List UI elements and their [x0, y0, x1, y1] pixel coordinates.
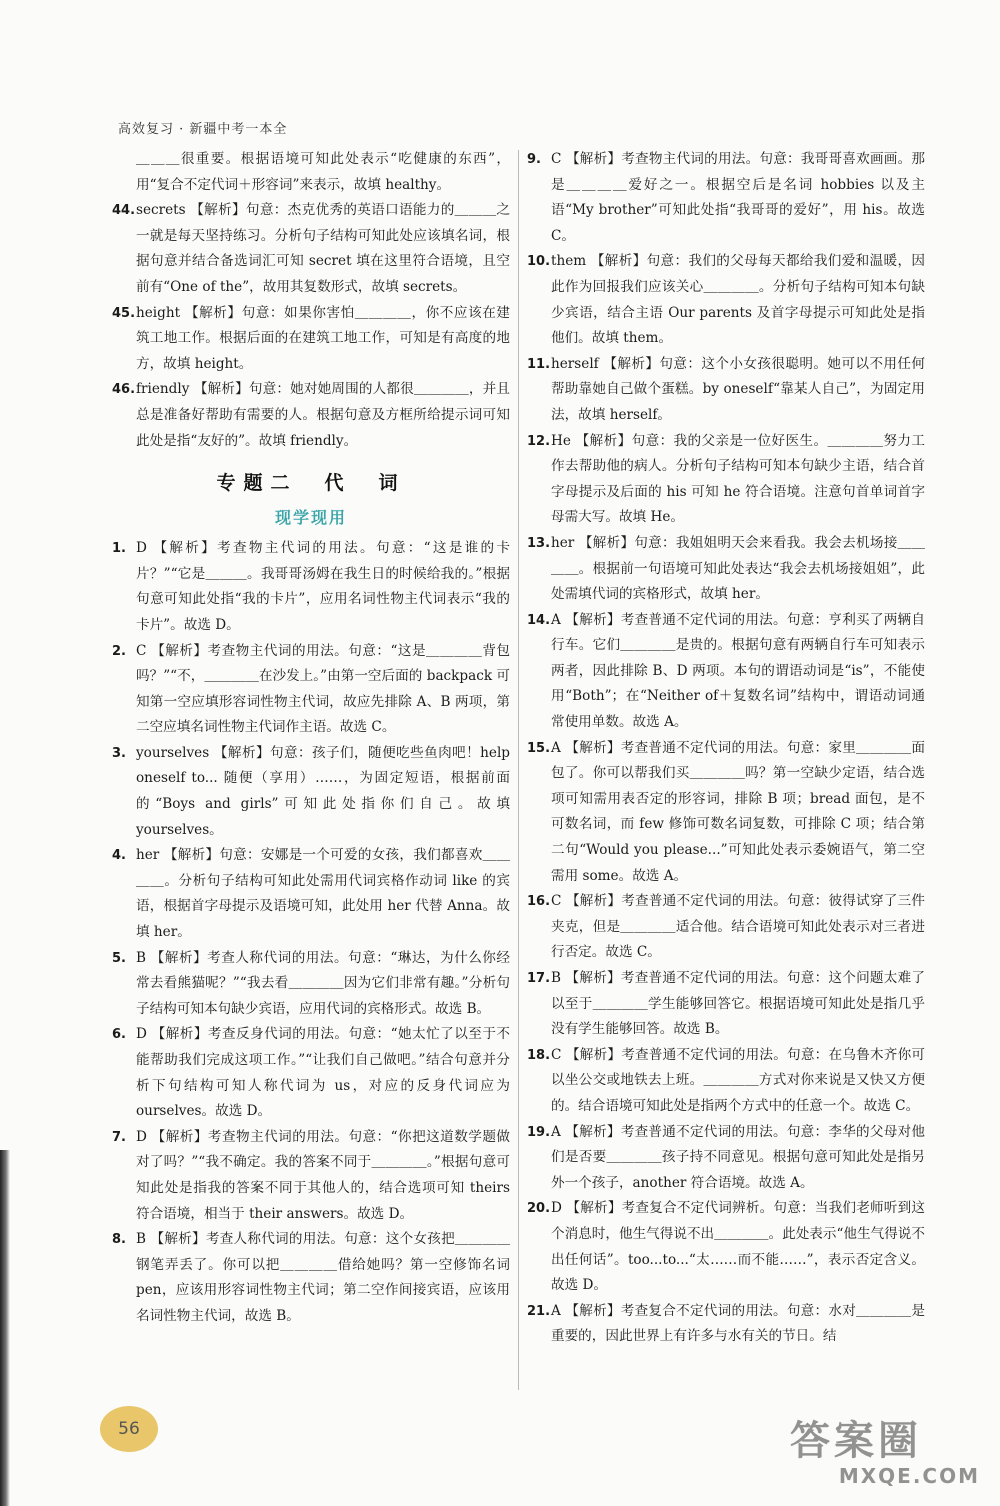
page-number-badge [100, 1406, 158, 1452]
answer-entry [112, 946, 510, 1023]
section-title: 专题二 代 词 [216, 472, 406, 495]
entry-number: 21. [527, 1303, 551, 1319]
watermark-url: MXQE.COM [838, 1464, 980, 1488]
answer-entry [527, 966, 925, 1043]
answer-entry [112, 301, 510, 378]
answer-entry [112, 843, 510, 945]
entry-number: 3. [112, 745, 126, 761]
entry-number: 18. [527, 1047, 551, 1063]
answer-entry [527, 531, 925, 608]
entry-text: A 【解析】考查普通不定代词的用法。句意：亨利买了两辆自行车。它们＿＿＿＿是贵的。根据句意有两辆自行车可知表示两者，因此排除 B、D 两项。本句的谓语动词是“is”，不能使用“Both”；在“Neither of＋复数名词”结构中，谓语动词通常使用单数。故选 A。 [551, 611, 925, 731]
answer-entry [527, 249, 925, 351]
entry-number: 46. [112, 382, 136, 398]
answer-entry [527, 1196, 925, 1298]
answer-entry [112, 1125, 510, 1227]
entry-text: friendly 【解析】句意：她对她周围的人都很＿＿＿＿，并且总是准备好帮助有需要的人。根据句意及方框所给提示词可知此处是指“友好的”。故填 friendly。 [136, 381, 510, 449]
entry-text: B 【解析】考查普通不定代词的用法。句意：这个问题太难了以至于＿＿＿＿学生能够回答它。根据语境可知此处是指几乎没有学生能够回答。故选 B。 [551, 970, 925, 1038]
entry-text: He 【解析】句意：我的父亲是一位好医生。＿＿＿＿努力工作去帮助他的病人。分析句子结构可知本句缺少主语，结合首字母提示及后面的 his 可知 he 符合语境。注意句首单词首字母需大写。故填 He。 [551, 432, 925, 526]
answer-entry [527, 147, 925, 249]
right-column [527, 147, 925, 1350]
entry-text: yourselves 【解析】句意：孩子们，随便吃些鱼肉吧！help oneself to... 随便（享用）……，为固定短语，根据前面的“Boys and girls”可知此处指你们自己。故填 yourselves。 [136, 744, 510, 838]
entry-text: C 【解析】考查普通不定代词的用法。句意：在乌鲁木齐你可以坐公交或地铁去上班。＿＿＿＿方式对你来说是又快又方便的。结合语境可知此处是指两个方式中的任意一个。故选 C。 [551, 1046, 925, 1114]
left-column [112, 147, 510, 1330]
entry-text: ＿＿＿很重要。根据语境可知此处表示“吃健康的东西”，用“复合不定代词＋形容词”来表示，故填 healthy。 [136, 151, 510, 193]
sub-title: 现学现用 [274, 508, 347, 528]
answer-entry [527, 429, 925, 531]
answer-entry [112, 1022, 510, 1124]
answer-entry [112, 1227, 510, 1329]
entry-number: 9. [527, 152, 541, 167]
entry-text: A 【解析】考查普通不定代词的用法。句意：李华的父母对他们是否要＿＿＿＿孩子持不同意见。根据句意可知此处是指另外一个孩子，another 符合语境。故选 A。 [551, 1123, 925, 1191]
entry-text: herself 【解析】句意：这个小女孩很聪明。她可以不用任何帮助靠她自己做个蛋糕。by oneself“靠某人自己”，为固定用法，故填 herself。 [551, 355, 925, 423]
entry-number: 8. [112, 1232, 126, 1248]
answer-entry [112, 198, 510, 300]
running-header: 高效复习 · 新疆中考一本全 [118, 122, 288, 137]
entry-number: 13. [527, 535, 551, 551]
answer-entry [527, 608, 925, 736]
entry-number: 17. [527, 971, 551, 986]
entry-text: C 【解析】考查普通不定代词的用法。句意：彼得试穿了三件夹克，但是＿＿＿＿适合他。结合语境可知此处表示对三者进行否定。故选 C。 [551, 893, 925, 961]
binding-shadow [0, 1150, 10, 1506]
entry-number: 45. [112, 305, 136, 321]
entry-number: 10. [527, 254, 551, 270]
answer-entry [112, 536, 510, 638]
entry-number: 1. [112, 541, 126, 557]
answer-entry [527, 889, 925, 966]
entry-text: D 【解析】考查复合不定代词辨析。句意：当我们老师听到这个消息时，他生气得说不出＿＿＿＿。此处表示“他生气得说不出任何话”。too...to...“太……而不能……”，表示否定含义。故选 D。 [551, 1200, 925, 1294]
watermark-logo [790, 1418, 990, 1498]
entry-text: height 【解析】句意：如果你害怕＿＿＿＿，你不应该在建筑工地工作。根据后面的在建筑工地工作，可知是有高度的地方，故填 height。 [136, 304, 510, 372]
entry-number: 12. [527, 433, 551, 449]
entry-text: her 【解析】句意：安娜是一个可爱的女孩，我们都喜欢＿＿＿＿。分析句子结构可知此处需用代词宾格作动词 like 的宾语，根据首字母提示及语境可知，此处用 her 代替 Anna。故填 her。 [136, 847, 510, 941]
entry-number: 19. [527, 1124, 551, 1140]
answer-entry [527, 1120, 925, 1197]
entry-text: them 【解析】句意：我们的父母每天都给我们爱和温暖，因此作为回报我们应该关心＿＿＿＿。分析句子结构可知本句缺少宾语，结合主语 Our parents 及首字母提示可知此处是指他们。故填 them。 [551, 253, 925, 347]
entry-number: 15. [527, 740, 551, 756]
entry-number: 11. [527, 356, 551, 372]
entry-number: 2. [112, 643, 126, 659]
answer-entry [112, 741, 510, 843]
entry-text: B 【解析】考查人称代词的用法。句意：这个女孩把＿＿＿＿钢笔弄丢了。你可以把＿＿＿＿借给她吗？第一空修饰名词 pen，应该用形容词性物主代词；第二空作间接宾语，应该用名词性物主代词，故选 B。 [136, 1231, 510, 1324]
entry-text: D 【解析】考查物主代词的用法。句意：“你把这道数学题做对了吗？”“我不确定。我的答案不同于＿＿＿＿。”根据句意可知此处是指我的答案不同于其他人的，结合选项可知 theirs 符合语境，相当于 their answers。故选 D。 [136, 1128, 510, 1222]
entry-text: B 【解析】考查人称代词的用法。句意：“琳达，为什么你经常去看熊猫呢？”“我去看＿＿＿＿因为它们非常有趣。”分析句子结构可知本句缺少宾语，应用代词的宾格形式。故选 B。 [136, 949, 510, 1017]
page-number: 56 [118, 1419, 140, 1439]
answer-entry [527, 1299, 925, 1350]
entry-text: D 【解析】考查物主代词的用法。句意：“这是谁的卡片？”“它是＿＿＿。我哥哥汤姆在我生日的时候给我的。”根据句意可知此处指“我的卡片”，应用名词性物主代词表示“我的卡片”。故选 D。 [136, 540, 510, 633]
entry-number: 4. [112, 848, 126, 864]
entry-number: 16. [527, 894, 551, 910]
entry-text: C 【解析】考查物主代词的用法。句意：“这是＿＿＿＿背包吗？”“不，＿＿＿＿在沙发上。”由第一空后面的 backpack 可知第一空应填形容词性物主代词，故应先排除 A、B 两项，第二空应填名词性物主代词作主语。故选 C。 [136, 642, 510, 736]
entry-text: A 【解析】考查普通不定代词的用法。句意：家里＿＿＿＿面包了。你可以帮我们买＿＿＿＿吗？第一空缺少定语，结合选项可知需用表否定的形容词，排除 B 项；bread 面包，是不可数名词，而 few 修饰可数名词复数，可排除 C 项；结合第二句“Would you please...”可知此处表示委婉语气，第二空需用 some。故选 A。 [551, 739, 925, 884]
answer-entry [527, 736, 925, 890]
answer-entry [112, 377, 510, 454]
answer-entry [527, 1043, 925, 1120]
watermark-title: 答案圈 [790, 1418, 922, 1464]
answer-entry [112, 639, 510, 741]
entry-number: 14. [527, 612, 551, 628]
column-divider [518, 150, 519, 1390]
entry-text: secrets 【解析】句意：杰克优秀的英语口语能力的＿＿＿之一就是每天坚持练习。分析句子结构可知此处应该填名词，根据句意并结合备选词汇可知 secret 填在这里符合语境，且空前有“One of the”，故用其复数形式，故填 secrets。 [136, 202, 510, 295]
entry-number: 7. [112, 1129, 126, 1145]
entry-text: C 【解析】考查物主代词的用法。句意：我哥哥喜欢画画。那是＿＿＿＿爱好之一。根据空后是名词 hobbies 以及主语“My brother”可知此处指“我哥哥的爱好”，用 his。故选 C。 [551, 151, 925, 244]
answer-entry [527, 352, 925, 429]
answer-entry [112, 147, 510, 198]
entry-number: 6. [112, 1027, 126, 1043]
entry-number: 44. [112, 203, 136, 219]
entry-text: D 【解析】考查反身代词的用法。句意：“她太忙了以至于不能帮助我们完成这项工作。”“让我们自己做吧。”结合句意并分析下句结构可知人称代词为 us，对应的反身代词应为 ourselves。故选 D。 [136, 1026, 510, 1120]
entry-text: her 【解析】句意：我姐姐明天会来看我。我会去机场接＿＿＿＿。根据前一句语境可知此处表达“我会去机场接姐姐”，此处需填代词的宾格形式，故填 her。 [551, 534, 925, 603]
entry-number: 20. [527, 1201, 551, 1217]
entry-number: 5. [112, 950, 126, 966]
entry-text: A 【解析】考查复合不定代词的用法。句意：水对＿＿＿＿是重要的，因此世界上有许多与水有关的节日。结 [551, 1302, 925, 1345]
